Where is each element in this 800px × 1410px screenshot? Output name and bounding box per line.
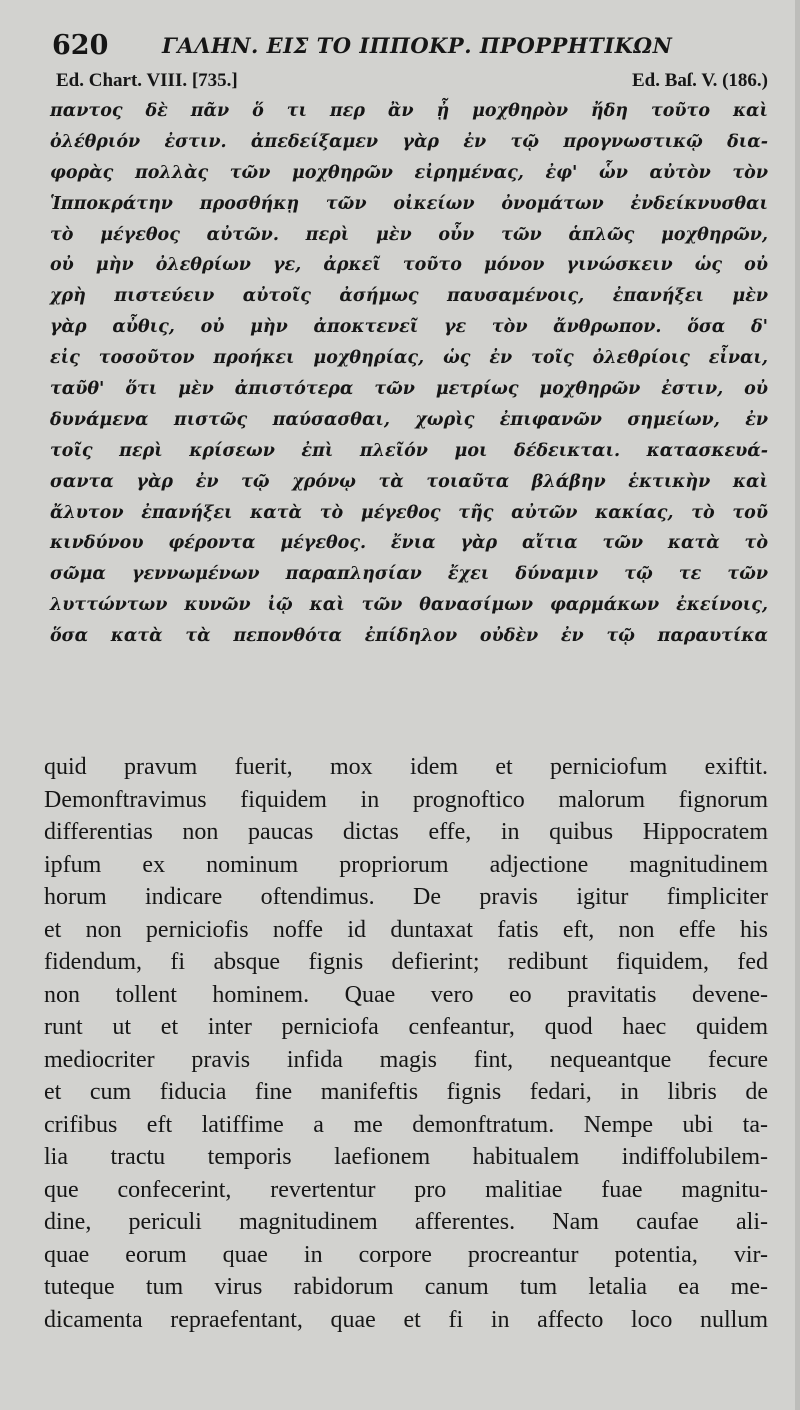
greek-text-block <box>50 96 768 652</box>
latin-text-line: dicamenta repraefentant, quae et fi in affecto loco nullum <box>44 1306 768 1333</box>
latin-text-line: Demonftravimus fiquidem in prognoftico malorum fignorum <box>44 786 768 813</box>
latin-text-line: ipfum ex nominum propriorum adjectione magnitudinem <box>44 851 768 878</box>
latin-text-line: mediocriter pravis infida magis fint, nequeantque fecure <box>44 1046 768 1073</box>
greek-text-line: χρὴ πιστεύειν αὐτοῖς ἀσήμως παυσαμένοις, ἐπανήξει μὲν <box>50 286 768 307</box>
latin-text-line: non tollent hominem. Quae vero eo pravitatis devene- <box>44 981 768 1008</box>
greek-text-line: Ἱπποκράτην προσθήκῃ τῶν οἰκείων ὀνομάτων ἐνδείκνυσθαι <box>50 193 768 214</box>
page-edge-shadow <box>795 0 800 1410</box>
latin-text-line: et non perniciofis noffe id duntaxat fatis eft, non effe his <box>44 916 768 943</box>
latin-text-block <box>44 751 768 1336</box>
edition-chartier-reference: Ed. Chart. VIII. [735.] <box>56 70 238 91</box>
greek-text-line: εἰς τοσοῦτον προήκει μοχθηρίας, ὡς ἐν τοῖς ὀλεθρίοις εἶναι, <box>50 348 768 369</box>
page-number: 620 <box>52 30 109 61</box>
greek-text-line: σαντα γὰρ ἐν τῷ χρόνῳ τὰ τοιαῦτα βλάβην ἑκτικὴν καὶ <box>50 471 768 492</box>
latin-text-line: quae eorum quae in corpore procreantur potentia, vir- <box>44 1241 768 1268</box>
latin-text-line: lia tractu temporis laefionem habitualem indiffolubilem- <box>44 1144 768 1170</box>
latin-text-line: et cum fiducia fine manifeftis fignis fedari, in libris de <box>44 1079 768 1105</box>
latin-text-line: quid pravum fuerit, mox idem et perniciofum exiftit. <box>44 754 768 780</box>
greek-text-line: παντος δὲ πᾶν ὅ τι περ ἂν ᾖ μοχθηρὸν ἤδη τοῦτο καὶ <box>50 101 768 121</box>
greek-text-line: ταῦθ' ὅτι μὲν ἀπιστότερα τῶν μετρίως μοχθηρῶν ἐστιν, οὐ <box>50 379 768 400</box>
latin-text-line: runt ut et inter perniciofa cenfeantur, quod haec quidem <box>44 1014 768 1040</box>
greek-text-line: ὀλέθριόν ἐστιν. ἀπεδείξαμεν γὰρ ἐν τῷ προγνωστικῷ δια- <box>50 131 768 152</box>
greek-text-line: δυνάμενα πιστῶς παύσασθαι, χωρὶς ἐπιφανῶν σημείων, ἐν <box>50 409 768 430</box>
latin-text-line: crifibus eft latiffime a me demonftratum. Nempe ubi ta- <box>44 1111 768 1138</box>
latin-text-line: tuteque tum virus rabidorum canum tum letalia ea me- <box>44 1274 768 1300</box>
latin-text-line: dine, periculi magnitudinem afferentes. Nam caufae ali- <box>44 1209 768 1235</box>
edition-reference-line <box>56 70 768 96</box>
edition-basel-reference: Ed. Baſ. V. (186.) <box>631 70 768 91</box>
latin-text-line: que confecerint, revertentur pro malitiae fuae magnitu- <box>44 1176 768 1203</box>
greek-text-line: ἄλυτον ἐπανήξει κατὰ τὸ μέγεθος τῆς αὐτῶν κακίας, τὸ τοῦ <box>50 502 768 523</box>
latin-text-line: differentias non paucas dictas effe, in quibus Hippocratem <box>44 819 768 845</box>
greek-text-line: φορὰς πολλὰς τῶν μοχθηρῶν εἰρημένας, ἐφ' ὧν αὐτὸν τὸν <box>50 162 768 183</box>
greek-text-line: λυττώντων κυνῶν ἰῷ καὶ τῶν θανασίμων φαρμάκων ἐκείνοις, <box>50 595 768 616</box>
running-head <box>44 30 764 66</box>
latin-text-line: fidendum, fi absque fignis defierint; redibunt fiquidem, fed <box>44 949 768 975</box>
greek-text-line: τοῖς περὶ κρίσεων ἐπὶ πλεῖόν μοι δέδεικται. κατασκευά- <box>50 440 768 461</box>
greek-text-line: τὸ μέγεθος αὐτῶν. περὶ μὲν οὖν τῶν ἁπλῶς μοχθηρῶν, <box>50 224 768 245</box>
greek-text-line: οὐ μὴν ὀλεθρίων γε, ἀρκεῖ τοῦτο μόνον γινώσκειν ὡς οὐ <box>50 255 768 276</box>
greek-text-line: σῶμα γεννωμένων παραπλησίαν ἔχει δύναμιν τῷ τε τῶν <box>50 564 768 585</box>
latin-text-line: horum indicare oftendimus. De pravis igitur fimpliciter <box>44 884 768 910</box>
greek-text-line: κινδύνου φέροντα μέγεθος. ἔνια γὰρ αἴτια τῶν κατὰ τὸ <box>50 533 768 554</box>
running-title: ΓΑΛΗΝ. ΕΙΣ ΤΟ ΙΠΠΟΚΡ. ΠΡΟΡΡΗΤΙΚΩΝ <box>162 33 673 58</box>
greek-text-line: ὅσα κατὰ τὰ πεπονθότα ἐπίδηλον οὐδὲν ἐν τῷ παραυτίκα <box>50 626 768 647</box>
greek-text-line: γὰρ αὖθις, οὐ μὴν ἀποκτενεῖ γε τὸν ἄνθρωπον. ὅσα δ' <box>50 317 768 338</box>
